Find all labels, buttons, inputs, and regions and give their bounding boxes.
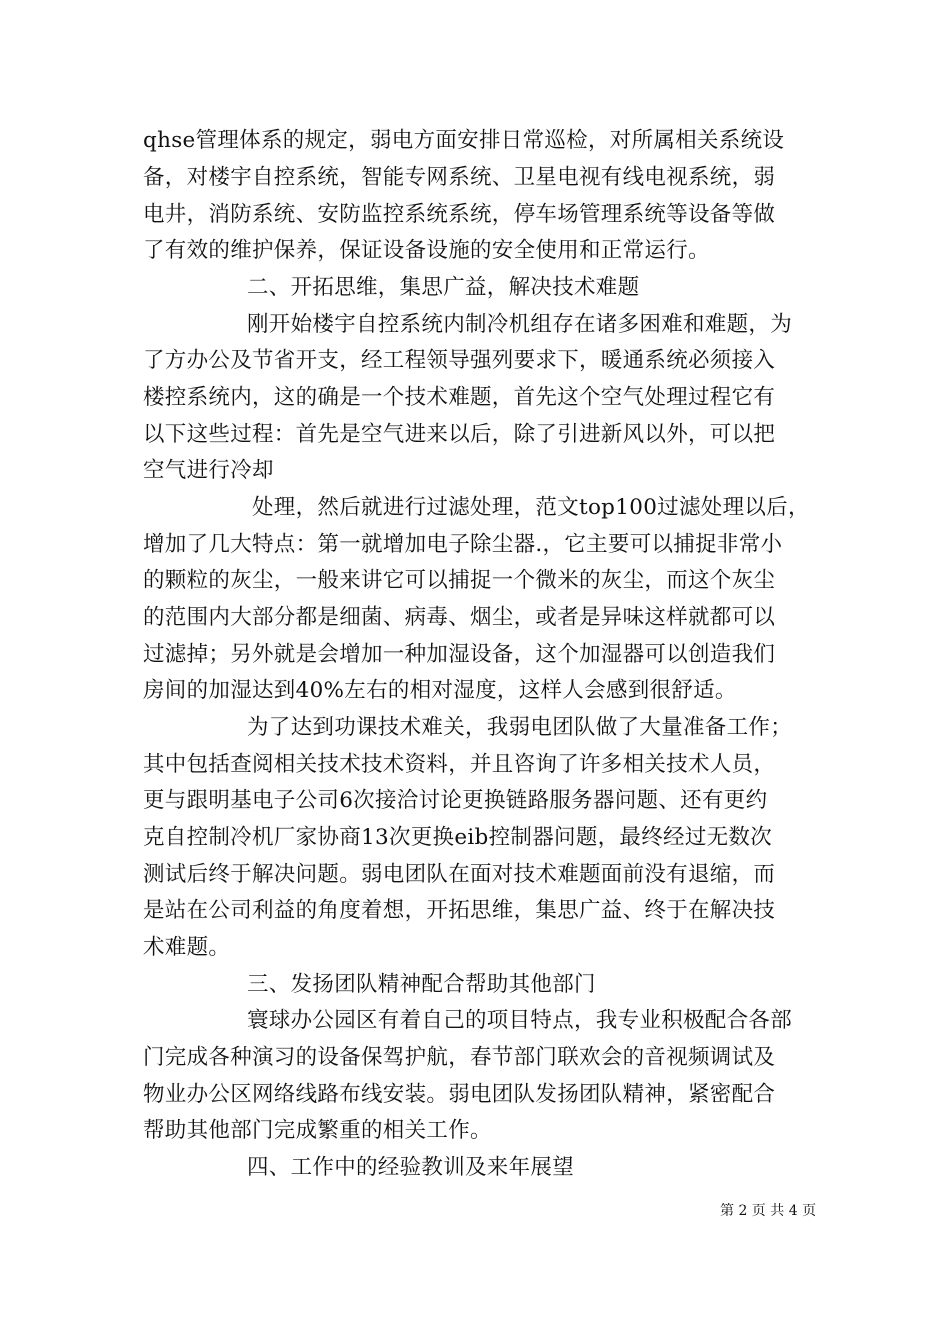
body-text-line: 楼控系统内，这的确是一个技术难题，首先这个空气处理过程它有 <box>143 385 776 410</box>
body-text-line: 门完成各种演习的设备保驾护航，春节部门联欢会的音视频调试及 <box>143 1045 776 1070</box>
body-text-line: 以下这些过程：首先是空气进来以后，除了引进新风以外，可以把 <box>143 422 776 447</box>
body-text-line: 帮助其他部门完成繁重的相关工作。 <box>143 1118 492 1143</box>
body-text-line: 的颗粒的灰尘，一般来讲它可以捕捉一个微米的灰尘，而这个灰尘 <box>143 568 776 593</box>
body-text-line: 增加了几大特点：第一就增加电子除尘器.，它主要可以捕捉非常小 <box>143 532 783 557</box>
body-text-line: 了有效的维护保养，保证设备设施的安全使用和正常运行。 <box>143 238 710 263</box>
body-text-line: 房间的加湿达到40%左右的相对湿度，这样人会感到很舒适。 <box>143 678 737 703</box>
section-heading: 三、发扬团队精神配合帮助其他部门 <box>247 972 596 997</box>
section-heading: 四、工作中的经验教训及来年展望 <box>247 1155 575 1180</box>
body-text-line: 物业办公区网络线路布线安装。弱电团队发扬团队精神，紧密配合 <box>143 1082 776 1107</box>
body-text-line: 空气进行冷却 <box>143 458 274 483</box>
body-text-line: 术难题。 <box>143 935 231 960</box>
body-text-line: 为了达到功课技术难关，我弱电团队做了大量准备工作； <box>247 715 793 740</box>
section-heading: 二、开拓思维，集思广益，解决技术难题 <box>247 275 640 300</box>
body-text-line: 其中包括查阅相关技术技术资料，并且咨询了许多相关技术人员， <box>143 752 776 777</box>
body-text-line: 是站在公司利益的角度着想，开拓思维，集思广益、终于在解决技 <box>143 898 776 923</box>
body-text-line: 测试后终于解决问题。弱电团队在面对技术难题面前没有退缩，而 <box>143 862 776 887</box>
body-text-line: 更与跟明基电子公司6次接洽讨论更换链路服务器问题、还有更约 <box>143 788 768 813</box>
body-text-line: 刚开始楼宇自控系统内制冷机组存在诸多困难和难题，为 <box>247 312 793 337</box>
body-text-line: 处理，然后就进行过滤处理，范文top100过滤处理以后， <box>252 495 810 520</box>
page-number-footer: 第 2 页 共 4 页 <box>720 1203 817 1219</box>
body-text-line: 电井，消防系统、安防监控系统系统，停车场管理系统等设备等做 <box>143 202 776 227</box>
body-text-line: 的范围内大部分都是细菌、病毒、烟尘，或者是异味这样就都可以 <box>143 605 776 630</box>
body-text-line: qhse管理体系的规定，弱电方面安排日常巡检，对所属相关系统设 <box>143 128 785 153</box>
body-text-line: 寰球办公园区有着自己的项目特点，我专业积极配合各部 <box>247 1008 793 1033</box>
body-text-line: 备，对楼宇自控系统，智能专网系统、卫星电视有线电视系统，弱 <box>143 165 776 190</box>
body-text-line: 过滤掉；另外就是会增加一种加湿设备，这个加湿器可以创造我们 <box>143 642 776 667</box>
body-text-line: 了方办公及节省开支，经工程领导强列要求下，暖通系统必须接入 <box>143 348 776 373</box>
body-text-line: 克自控制冷机厂家协商13次更换eib控制器问题，最终经过无数次 <box>143 825 773 850</box>
